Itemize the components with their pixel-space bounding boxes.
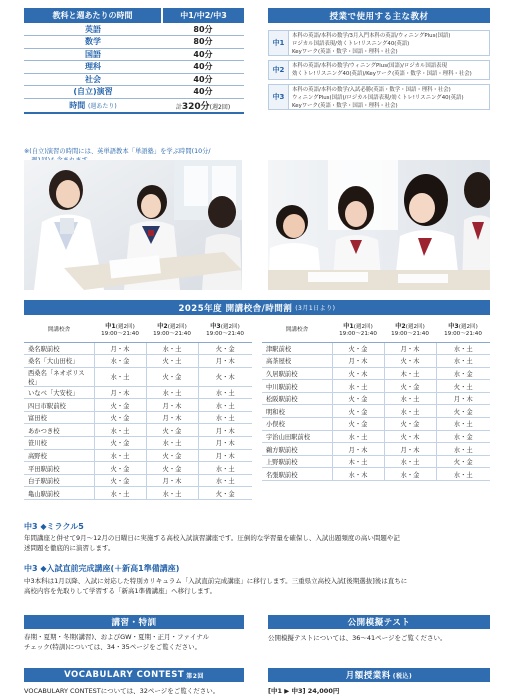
time-label: 19:00～21:40 [153, 331, 191, 338]
table-row [24, 86, 244, 99]
campus-cell: 明和校 [262, 405, 332, 418]
days-cell: 火・金 [94, 474, 146, 487]
table-row [262, 392, 490, 405]
hours-header-grades: 中1/中2/中3 [162, 8, 244, 23]
days-cell: 火・木 [384, 355, 436, 368]
table-row [24, 487, 252, 500]
campus-cell: 平田駅前校 [24, 462, 94, 475]
table-row [262, 468, 490, 481]
days-cell: 水・土 [94, 367, 146, 386]
days-cell: 月・木 [94, 386, 146, 399]
days-cell: 月・木 [198, 355, 252, 368]
note-line: ※(自立)演習の時間には、英単語教本「単語塾」を学ぶ時間(10分/ [24, 148, 211, 155]
days-cell: 火・金 [332, 342, 384, 355]
days-cell: 火・金 [436, 405, 490, 418]
grade3-header [436, 320, 490, 342]
table-row [262, 405, 490, 418]
material-line: 本科の英語/本科の数学/3月入門本科の英語/ウィニングPlus(国語) [292, 33, 451, 39]
material-text [289, 85, 489, 109]
campus-cell: あかつき校 [24, 424, 94, 437]
schedule-table-left [24, 320, 252, 500]
days-cell: 月・木 [332, 355, 384, 368]
schedule-table-right [262, 320, 490, 481]
freq-label: (週2回) [115, 323, 135, 330]
time-label: 19:00～21:40 [101, 331, 139, 338]
paragraph-line: 述問題を徹底的に演習します。 [24, 544, 115, 553]
days-cell: 火・金 [198, 342, 252, 355]
material-line: ロジカル国語表現/効くトレ!リスニング40(英語) [292, 40, 410, 47]
material-line: 効くトレ!リスニング40(英語)/Keyワーク(英語・数学・国語・理科・社会) [292, 70, 472, 77]
days-cell: 火・金 [94, 437, 146, 450]
material-line: 本科の英語/本科の数学/ウィニングPlus(国語)/ロジカル国語表現 [292, 63, 447, 69]
table-row [24, 449, 252, 462]
freq-label: (週2回) [405, 323, 425, 330]
days-cell: 水・土 [146, 437, 198, 450]
days-cell: 月・木 [198, 437, 252, 450]
table-row [24, 386, 252, 399]
grade1-header [332, 320, 384, 342]
grade-badge: 中3 [269, 85, 289, 109]
days-cell: 火・金 [436, 455, 490, 468]
days-cell: 月・木 [198, 449, 252, 462]
material-row-grade3 [268, 84, 490, 110]
grade-badge: 中2 [269, 61, 289, 79]
subject-cell: 英語 [24, 23, 162, 36]
days-cell: 水・土 [436, 342, 490, 355]
grade1-header [94, 320, 146, 342]
days-cell: 火・金 [198, 487, 252, 500]
campus-cell: 四日市駅前校 [24, 399, 94, 412]
days-cell: 水・金 [436, 430, 490, 443]
days-cell: 水・金 [436, 367, 490, 380]
grade2-header [146, 320, 198, 342]
days-cell: 水・土 [436, 468, 490, 481]
table-row [262, 455, 490, 468]
days-cell: 火・木 [198, 367, 252, 386]
table-row [262, 380, 490, 393]
subject-cell: 数学 [24, 36, 162, 49]
campus-cell: 鵜方駅前校 [262, 443, 332, 456]
special-title: 講習・特訓 [24, 615, 244, 629]
grade-label: 中2 [395, 322, 406, 330]
schedule-title: 2025年度 開講校舎/時間割 [178, 303, 293, 314]
campus-cell: 白子駅前校 [24, 474, 94, 487]
grade2-header [384, 320, 436, 342]
campus-cell: 西桑名「ネオポリス校」 [24, 367, 94, 386]
days-cell: 月・木 [146, 399, 198, 412]
days-cell: 水・土 [198, 386, 252, 399]
material-row-grade1 [268, 30, 490, 56]
grade3-header [198, 320, 252, 342]
hours-header-subject: 教科と週あたりの時間 [24, 8, 162, 23]
table-row [262, 367, 490, 380]
total-value: 320分 [181, 101, 210, 112]
subject-cell: 社会 [24, 73, 162, 86]
campus-cell: 名張駅前校 [262, 468, 332, 481]
minutes-cell: 40分 [162, 61, 244, 74]
miracle-heading: 中3 ◆ミラクル5 [24, 522, 84, 531]
mock-title: 公開模擬テスト [268, 615, 490, 629]
vocab-title-bar [24, 668, 244, 682]
campus-cell: 小俣校 [262, 418, 332, 431]
days-cell: 水・土 [146, 487, 198, 500]
table-row [24, 23, 244, 36]
days-cell: 月・木 [332, 443, 384, 456]
days-cell: 火・金 [146, 424, 198, 437]
days-cell: 水・土 [198, 474, 252, 487]
grade-label: 中3 [448, 322, 459, 330]
grade-label: 中1 [343, 322, 354, 330]
days-cell: 月・木 [436, 392, 490, 405]
table-row [24, 61, 244, 74]
table-row [262, 418, 490, 431]
table-row [24, 342, 252, 355]
freq-label: (週2回) [167, 323, 187, 330]
days-cell: 火・金 [94, 411, 146, 424]
days-cell: 火・金 [146, 449, 198, 462]
grade-label: 中3 [210, 322, 221, 330]
campus-cell: 桑名「大山田校」 [24, 355, 94, 368]
table-row [262, 355, 490, 368]
materials-title: 授業で使用する主な教材 [268, 8, 490, 23]
campus-cell: 津駅前校 [262, 342, 332, 355]
table-row [262, 443, 490, 456]
table-row [262, 430, 490, 443]
vocab-title-small: 第2回 [186, 672, 204, 680]
grade-label: 中1 [105, 322, 116, 330]
campus-cell: 上野駅前校 [262, 455, 332, 468]
hours-table [24, 8, 244, 114]
schedule-title-note: (3月1日より) [295, 305, 336, 312]
freq-label: (週2回) [220, 323, 240, 330]
fee-title: 月額授業料 [345, 671, 391, 681]
days-cell: 火・金 [146, 462, 198, 475]
days-cell: 水・土 [198, 399, 252, 412]
material-line: Keyワーク(英語・数学・国語・理科・社会) [292, 102, 398, 109]
table-row [24, 48, 244, 61]
days-cell: 木・土 [384, 367, 436, 380]
fee-title-bar [268, 668, 490, 682]
material-text [289, 61, 489, 79]
days-cell: 火・金 [332, 405, 384, 418]
campus-header: 開講校舎 [262, 320, 332, 342]
days-cell: 月・木 [146, 411, 198, 424]
mock-text: 公開模擬テストについては、36～41ページをご覧ください。 [268, 634, 447, 642]
campus-cell: 久居駅前校 [262, 367, 332, 380]
campus-cell: 桑名駅前校 [24, 342, 94, 355]
days-cell: 水・土 [384, 405, 436, 418]
miracle-text [24, 533, 494, 554]
campus-header: 開講校舎 [24, 320, 94, 342]
days-cell: 火・土 [146, 355, 198, 368]
days-cell: 火・金 [332, 392, 384, 405]
total-prefix: 計 [175, 103, 182, 111]
fee-text: [中1 ▶ 中3] 24,000円 [268, 687, 340, 695]
days-cell: 水・木 [332, 468, 384, 481]
table-row [24, 424, 252, 437]
minutes-cell: 40分 [162, 48, 244, 61]
campus-cell: 中川駅前校 [262, 380, 332, 393]
days-cell: 水・土 [94, 424, 146, 437]
total-row [24, 98, 244, 113]
classroom-photo-right [268, 160, 490, 290]
days-cell: 水・土 [94, 449, 146, 462]
paragraph-line: 中3本科は1月以降、入試に対応した特別カリキュラム「入試直前完成講座」に移行します。三重県立高校入試[後期選抜]後は直ちに [24, 577, 408, 585]
time-label: 19:00～21:40 [206, 331, 244, 338]
days-cell: 水・土 [332, 430, 384, 443]
days-cell: 水・土 [384, 392, 436, 405]
time-label: 19:00～21:40 [444, 331, 482, 338]
days-cell: 火・土 [436, 380, 490, 393]
subject-cell: (自立)演習 [24, 86, 162, 99]
table-row [24, 355, 252, 368]
paragraph-line: 年間講座と併せて9月～12月の日曜日に実施する高校入試演習講座です。圧倒的な学習量を確保し、入試出題頻度の高い問題や記 [24, 534, 400, 542]
campus-cell: 富田校 [24, 411, 94, 424]
days-cell: 水・土 [94, 487, 146, 500]
special-text [24, 632, 254, 653]
entrance-text [24, 576, 494, 597]
entrance-heading: 中3 ◆入試直前完成講座(＋新高1準備講座) [24, 564, 180, 573]
fee-title-small: (税込) [392, 672, 413, 680]
table-row [24, 474, 252, 487]
days-cell: 火・金 [146, 367, 198, 386]
classroom-illustration [24, 160, 242, 290]
time-label: 19:00～21:40 [391, 331, 429, 338]
table-row [24, 367, 252, 386]
days-cell: 月・木 [384, 342, 436, 355]
days-cell: 火・金 [332, 418, 384, 431]
time-label: 19:00～21:40 [339, 331, 377, 338]
paragraph-line: チェック(特訓)については、34・35ページをご覧ください。 [24, 643, 202, 652]
table-row [24, 399, 252, 412]
campus-cell: 高茶屋校 [262, 355, 332, 368]
table-row [24, 437, 252, 450]
freq-label: (週2回) [353, 323, 373, 330]
material-line: 本科の英語/本科の数学/入試必勝(英語・数学・国語・理科・社会) [292, 87, 451, 93]
campus-cell: 笹川校 [24, 437, 94, 450]
paragraph-line: 春期・夏期・冬期(講習)、およびGW・夏期・正月・ファイナル [24, 633, 210, 641]
campus-cell: 松阪駅前校 [262, 392, 332, 405]
days-cell: 水・土 [384, 455, 436, 468]
subject-cell: 理科 [24, 61, 162, 74]
days-cell: 水・金 [384, 468, 436, 481]
days-cell: 水・土 [332, 380, 384, 393]
days-cell: 火・木 [384, 430, 436, 443]
table-row [24, 462, 252, 475]
days-cell: 火・金 [384, 380, 436, 393]
total-suffix: (週2回) [209, 103, 231, 111]
classroom-photo-left [24, 160, 242, 290]
table-row [262, 342, 490, 355]
table-row [24, 73, 244, 86]
days-cell: 火・木 [332, 367, 384, 380]
days-cell: 月・木 [94, 342, 146, 355]
days-cell: 水・土 [198, 411, 252, 424]
days-cell: 月・木 [198, 424, 252, 437]
days-cell: 水・金 [94, 355, 146, 368]
campus-cell: 亀山駅前校 [24, 487, 94, 500]
campus-cell: 高野校 [24, 449, 94, 462]
days-cell: 水・土 [436, 443, 490, 456]
material-row-grade2 [268, 60, 490, 80]
vocab-title: VOCABULARY CONTEST [64, 670, 185, 680]
days-cell: 火・金 [94, 462, 146, 475]
table-row [24, 36, 244, 49]
total-value-cell [162, 98, 244, 113]
total-label-cell [24, 98, 162, 113]
material-line: Keyワーク(英語・数学・国語・理科・社会) [292, 48, 398, 55]
minutes-cell: 80分 [162, 23, 244, 36]
schedule-header-row [262, 320, 490, 342]
minutes-cell: 40分 [162, 73, 244, 86]
days-cell: 水・土 [146, 386, 198, 399]
days-cell: 月・木 [146, 474, 198, 487]
days-cell: 木・土 [332, 455, 384, 468]
campus-cell: 宇治山田駅前校 [262, 430, 332, 443]
days-cell: 水・土 [146, 342, 198, 355]
students-illustration [268, 160, 490, 290]
vocab-text: VOCABULARY CONTESTについては、32ページをご覧ください。 [24, 687, 220, 695]
campus-cell: いなべ「大安校」 [24, 386, 94, 399]
minutes-cell: 80分 [162, 36, 244, 49]
paragraph-line: 高校内容を先取りして学習する「新高1準備講座」へ移行します。 [24, 587, 217, 596]
grade-label: 中2 [157, 322, 168, 330]
schedule-header-row [24, 320, 252, 342]
material-text [289, 31, 489, 55]
days-cell: 水・土 [436, 418, 490, 431]
days-cell: 月・木 [384, 443, 436, 456]
subject-cell: 国語 [24, 48, 162, 61]
days-cell: 水・土 [436, 355, 490, 368]
days-cell: 火・金 [384, 418, 436, 431]
table-row [24, 411, 252, 424]
material-line: ウィニングPlus(国語)/ロジカル国語表現/効くトレ!リスニング40(英語) [292, 94, 464, 101]
minutes-cell: 40分 [162, 86, 244, 99]
grade-badge: 中1 [269, 31, 289, 55]
schedule-title-bar [24, 300, 490, 315]
days-cell: 火・金 [94, 399, 146, 412]
freq-label: (週2回) [458, 323, 478, 330]
total-label-small: (週あたり) [88, 102, 117, 110]
days-cell: 水・土 [198, 462, 252, 475]
total-label: 時間 [69, 100, 86, 110]
